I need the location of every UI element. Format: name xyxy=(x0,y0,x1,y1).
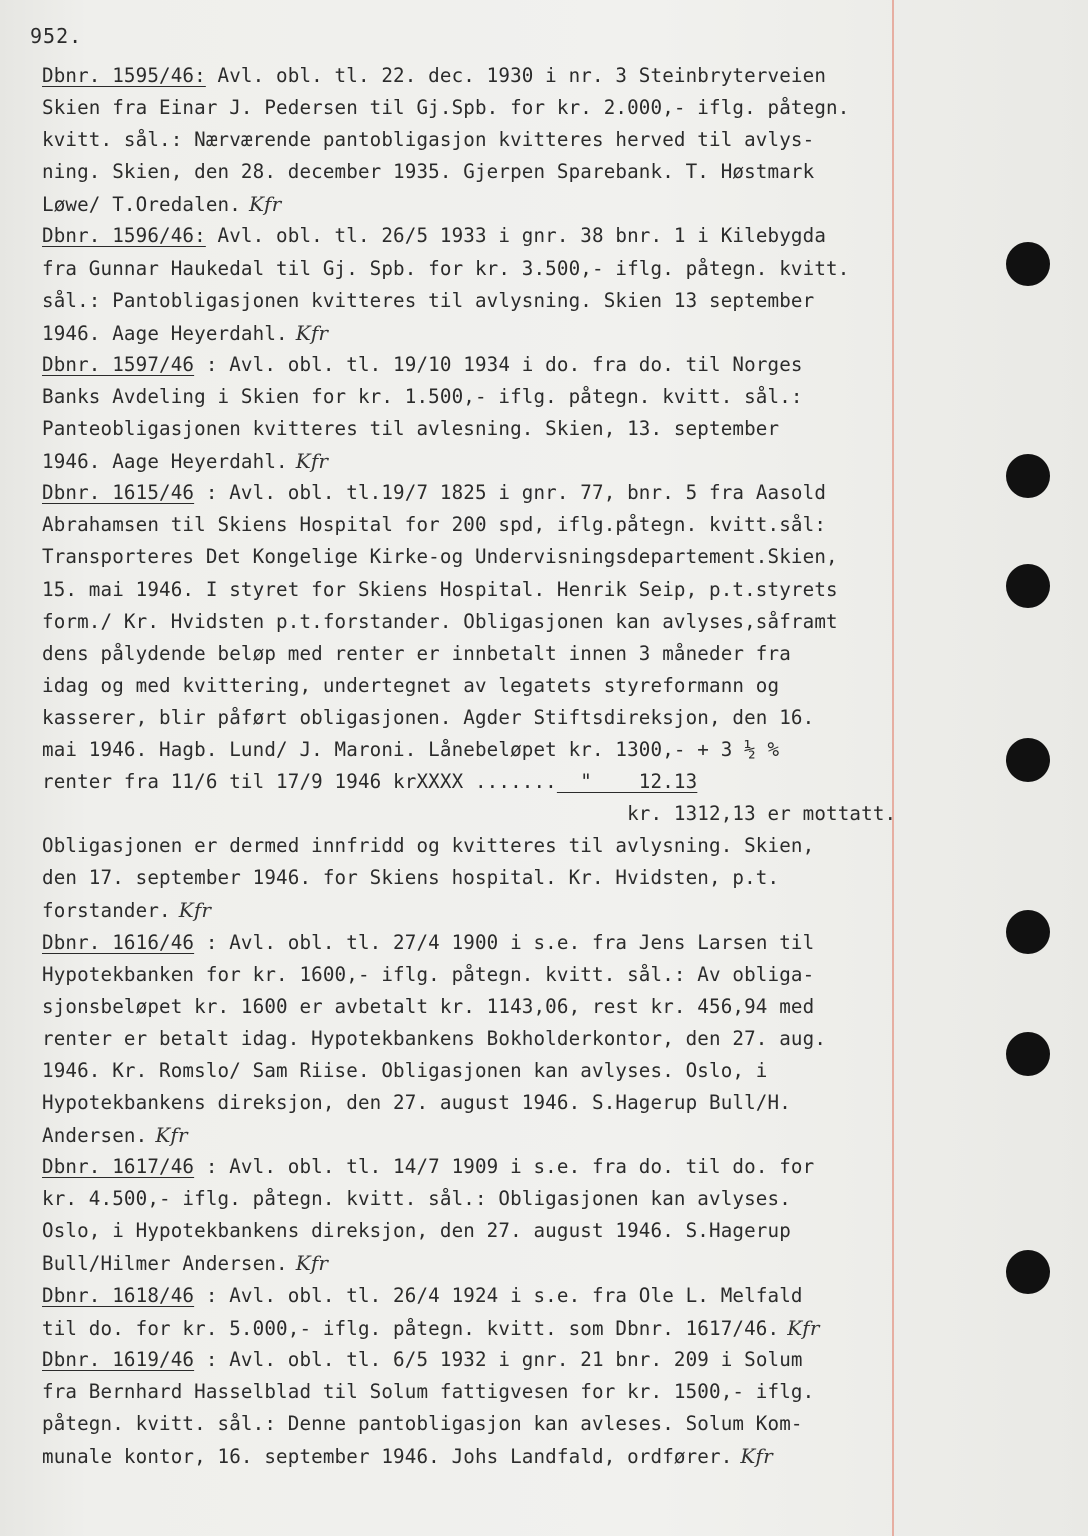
entry-line xyxy=(42,541,922,573)
entry-line xyxy=(42,670,922,702)
amount-tail: " 12.13 xyxy=(556,770,698,794)
entry-line xyxy=(42,253,922,285)
dbnr-reference: Dbnr. 1596/46: xyxy=(42,224,206,248)
dbnr-reference: Dbnr. 1616/46 xyxy=(42,930,195,954)
entry-text: : Avl. obl. tl. 14/7 1909 i s.e. fra do. til do. for xyxy=(194,1155,815,1179)
entry-text: 1946. Kr. Romslo/ Sam Riise. Obligasjonen kan avlyses. Oslo, i xyxy=(42,1058,768,1082)
entry-text: Panteobligasjonen kvitteres til avlesning. Skien, 13. september xyxy=(42,417,780,441)
entry-first-line xyxy=(42,349,922,381)
entry-line xyxy=(42,734,922,766)
handwritten-signature-mark: Kfr xyxy=(295,1251,329,1276)
entry-line xyxy=(42,1055,922,1087)
entry-text: : Avl. obl. tl.19/7 1825 i gnr. 77, bnr. 5 fra Aasold xyxy=(194,481,827,505)
entry-first-line xyxy=(42,1344,922,1376)
entry-line xyxy=(42,1087,922,1119)
entry-line xyxy=(42,445,922,477)
dbnr-reference: Dbnr. 1595/46: xyxy=(42,64,206,87)
entry-text: Bull/Hilmer Andersen. xyxy=(42,1252,288,1276)
punch-hole xyxy=(1006,564,1050,608)
entry-text: Banks Avdeling i Skien for kr. 1.500,- iflg. påtegn. kvitt. sål.: xyxy=(42,384,803,408)
entry-text: kr. 1312,13 er mottatt. xyxy=(42,802,897,826)
handwritten-signature-mark: Kfr xyxy=(178,898,212,923)
entry-text: kvitt. sål.: Nærværende pantobligasjon kvitteres herved til avlys- xyxy=(42,128,815,152)
entry-line xyxy=(42,1215,922,1247)
entry-text: : Avl. obl. tl. 27/4 1900 i s.e. fra Jens Larsen til xyxy=(194,930,815,954)
entry-line xyxy=(42,702,922,734)
entry-line xyxy=(42,638,922,670)
entry-first-line xyxy=(42,477,922,509)
entry-line xyxy=(42,381,922,413)
entry-text: Skien fra Einar J. Pedersen til Gj.Spb. for kr. 2.000,- iflg. påtegn. xyxy=(42,96,850,120)
entry-line xyxy=(42,92,922,124)
dbnr-reference: Dbnr. 1617/46 xyxy=(42,1155,195,1179)
entry-text: Oslo, i Hypotekbankens direksjon, den 27. august 1946. S.Hagerup xyxy=(42,1219,791,1243)
entry-text: munale kontor, 16. september 1946. Johs Landfald, ordfører. xyxy=(42,1445,733,1469)
entry-first-line xyxy=(42,927,922,959)
entry-text: Avl. obl. tl. 22. dec. 1930 i nr. 3 Steinbryterveien xyxy=(205,64,827,87)
handwritten-signature-mark: Kfr xyxy=(295,320,329,345)
entry-text: Løwe/ T.Oredalen. xyxy=(42,193,241,217)
entry-text: kasserer, blir påført obligasjonen. Agder Stiftsdireksjon, den 16. xyxy=(42,705,815,729)
entry-text: fra Gunnar Haukedal til Gj. Spb. for kr. 3.500,- iflg. påtegn. kvitt. xyxy=(42,256,850,280)
punch-hole xyxy=(1006,1032,1050,1076)
entry-text: form./ Kr. Hvidsten p.t.forstander. Obligasjonen kan avlyses,såframt xyxy=(42,609,838,633)
entry-line xyxy=(42,1023,922,1055)
entry-text: 15. mai 1946. I styret for Skiens Hospital. Henrik Seip, p.t.styrets xyxy=(42,577,838,601)
entry-line xyxy=(42,862,922,894)
entry-line xyxy=(42,606,922,638)
entry-text: Transporteres Det Kongelige Kirke-og Undervisningsdepartement.Skien, xyxy=(42,545,838,569)
ledger-text xyxy=(42,60,922,1472)
entry-line xyxy=(42,285,922,317)
entry-text: renter er betalt idag. Hypotekbankens Bokholderkontor, den 27. aug. xyxy=(42,1026,827,1050)
entry-text: : Avl. obl. tl. 19/10 1934 i do. fra do. til Norges xyxy=(194,352,803,376)
entry-text: Hypotekbankens direksjon, den 27. august 1946. S.Hagerup Bull/H. xyxy=(42,1091,791,1114)
entry-first-line xyxy=(42,220,922,252)
entry-line xyxy=(42,1440,922,1472)
entry-line xyxy=(42,766,922,798)
handwritten-signature-mark: Kfr xyxy=(295,449,329,474)
punch-hole xyxy=(1006,454,1050,498)
entry-first-line xyxy=(42,60,922,92)
entry-line xyxy=(42,156,922,188)
entry-line xyxy=(42,509,922,541)
entry-line xyxy=(42,317,922,349)
entry-text: forstander. xyxy=(42,899,171,923)
entry-line xyxy=(42,1376,922,1408)
entry-text: 1946. Aage Heyerdahl. xyxy=(42,321,288,345)
entry-text: påtegn. kvitt. sål.: Denne pantobligasjon kan avleses. Solum Kom- xyxy=(42,1411,803,1435)
entry-line xyxy=(42,959,922,991)
entry-text: kr. 4.500,- iflg. påtegn. kvitt. sål.: Obligasjonen kan avlyses. xyxy=(42,1187,791,1211)
entry-line xyxy=(42,1119,922,1151)
entry-text: renter fra 11/6 til 17/9 1946 krXXXX ....... xyxy=(42,770,557,794)
entry-line xyxy=(42,1247,922,1279)
dbnr-reference: Dbnr. 1619/46 xyxy=(42,1347,195,1371)
entry-text: ning. Skien, den 28. december 1935. Gjerpen Sparebank. T. Høstmark xyxy=(42,160,815,184)
entry-text: sjonsbeløpet kr. 1600 er avbetalt kr. 1143,06, rest kr. 456,94 med xyxy=(42,994,815,1018)
dbnr-reference: Dbnr. 1618/46 xyxy=(42,1283,195,1307)
handwritten-signature-mark: Kfr xyxy=(787,1315,820,1340)
punch-hole xyxy=(1006,910,1050,954)
entry-line xyxy=(42,798,922,830)
entry-line xyxy=(42,894,922,926)
entry-text: : Avl. obl. tl. 6/5 1932 i gnr. 21 bnr. 209 i Solum xyxy=(194,1347,803,1371)
entry-line xyxy=(42,124,922,156)
entry-text: dens pålydende beløp med renter er innbetalt innen 3 måneder fra xyxy=(42,641,791,665)
entry-first-line xyxy=(42,1280,922,1312)
handwritten-signature-mark: Kfr xyxy=(740,1444,773,1469)
entry-text: Hypotekbanken for kr. 1600,- iflg. påtegn. kvitt. sål.: Av obliga- xyxy=(42,962,815,986)
entry-text: idag og med kvittering, undertegnet av legatets styreformann og xyxy=(42,673,780,697)
punch-hole xyxy=(1006,1250,1050,1294)
entry-text: Andersen. xyxy=(42,1124,148,1148)
entry-text: Abrahamsen til Skiens Hospital for 200 spd, iflg.påtegn. kvitt.sål: xyxy=(42,513,827,537)
punch-hole xyxy=(1006,242,1050,286)
entry-text: Obligasjonen er dermed innfridd og kvitteres til avlysning. Skien, xyxy=(42,834,815,858)
entry-line xyxy=(42,1312,922,1344)
entry-text: fra Bernhard Hasselblad til Solum fattigvesen for kr. 1500,- iflg. xyxy=(42,1379,815,1403)
handwritten-signature-mark: Kfr xyxy=(248,192,282,217)
punch-hole xyxy=(1006,738,1050,782)
entry-text: mai 1946. Hagb. Lund/ J. Maroni. Lånebeløpet kr. 1300,- + 3 ½ % xyxy=(42,737,780,761)
entry-first-line xyxy=(42,1151,922,1183)
handwritten-signature-mark: Kfr xyxy=(155,1123,188,1148)
entry-line xyxy=(42,188,922,220)
entry-text: Avl. obl. tl. 26/5 1933 i gnr. 38 bnr. 1 i Kilebygda xyxy=(205,224,827,248)
dbnr-reference: Dbnr. 1597/46 xyxy=(42,352,195,376)
page-number: 952. xyxy=(30,24,83,48)
entry-text: 1946. Aage Heyerdahl. xyxy=(42,450,288,474)
entry-line xyxy=(42,1183,922,1215)
entry-text: : Avl. obl. tl. 26/4 1924 i s.e. fra Ole L. Melfald xyxy=(194,1283,803,1307)
entry-text: den 17. september 1946. for Skiens hospital. Kr. Hvidsten, p.t. xyxy=(42,866,780,890)
entry-text: til do. for kr. 5.000,- iflg. påtegn. kvitt. som Dbnr. 1617/46. xyxy=(42,1316,780,1340)
entry-line xyxy=(42,830,922,862)
entry-text: sål.: Pantobligasjonen kvitteres til avlysning. Skien 13 september xyxy=(42,288,815,312)
entry-line xyxy=(42,574,922,606)
entry-line xyxy=(42,991,922,1023)
entry-line xyxy=(42,1408,922,1440)
dbnr-reference: Dbnr. 1615/46 xyxy=(42,481,195,505)
entry-line xyxy=(42,413,922,445)
